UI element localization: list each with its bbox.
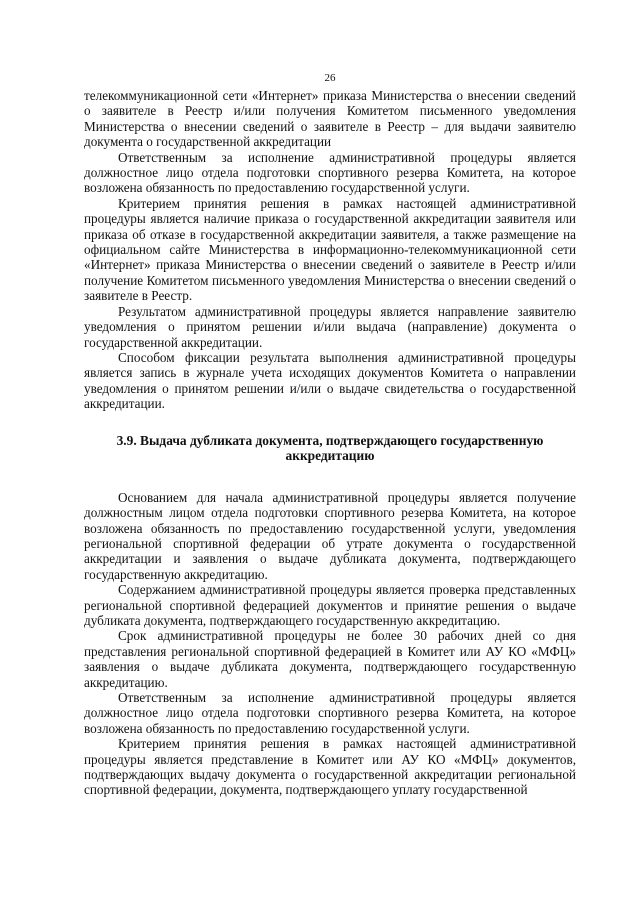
paragraph: Критерием принятия решения в рамках настоящей административной процедуры является представление в Комитет или АУ КО «МФЦ» документов, подтверждающих выдачу документа о государственной аккредитации региональной спортивной федерации, документа, подтверждающего уплату государственной	[84, 736, 576, 798]
paragraph: Критерием принятия решения в рамках настоящей административной процедуры является наличие приказа о государственной аккредитации заявителя или приказа об отказе в государственной аккредитации заявителя, а также размещение на официальном сайте Министерства в информационно-телекоммуникационной сети «Интернет» приказа Министерства о внесении сведений о заявителе в Реестр и/или получение Комитетом письменного уведомления Министерства о внесении сведений о заявителе в Реестр.	[84, 195, 576, 304]
paragraph: Результатом административной процедуры является направление заявителю уведомления о принятом решении и/или выдача (направление) документа о государственной аккредитации.	[84, 303, 576, 350]
paragraph: Способом фиксации результата выполнения административной процедуры является запись в журнале учета исходящих документов Комитета о направлении уведомления о принятом решении и/или о выдаче свидетельства о государственной аккредитации.	[84, 349, 576, 412]
page-number: 26	[324, 72, 336, 84]
paragraph: Ответственным за исполнение административной процедуры является должностное лицо отдела подготовки спортивного резерва Комитета, на которое возложена обязанность по предоставлению государственной услуги.	[84, 149, 576, 196]
paragraph: Основанием для начала административной процедуры является получение должностным лицом отдела подготовки спортивного резерва Комитета, на которое возложена обязанность по предоставлению государственной услуги, уведомления региональной спортивной федерации об утрате документа о государственной аккредитации и заявления о выдаче дубликата документа, подтверждающего государственную аккредитацию.	[84, 489, 576, 582]
section-heading-line: аккредитацию	[285, 448, 375, 464]
section-heading-line: 3.9. Выдача дубликата документа, подтверждающего государственную	[116, 432, 544, 448]
paragraph: телекоммуникационной сети «Интернет» приказа Министерства о внесении сведений о заявителе в Реестр и/или получения Комитетом письменного уведомления Министерства о внесении сведений о заявителе в Реестр – для выдачи заявителю документа о государственной аккредитации	[84, 88, 576, 150]
document-page	[84, 0, 576, 905]
page-content	[84, 88, 576, 798]
section-heading	[84, 433, 576, 464]
paragraph: Содержанием административной процедуры является проверка представленных региональной спортивной федерацией документов и принятие решения о выдаче дубликата документа, подтверждающего государственную аккредитацию.	[84, 582, 576, 628]
paragraph: Ответственным за исполнение административной процедуры является должностное лицо отдела подготовки спортивного резерва Комитета, на которое возложена обязанность по предоставлению государственной услуги.	[84, 690, 576, 736]
paragraph: Срок административной процедуры не более 30 рабочих дней со дня представления региональной спортивной федерацией в Комитет или АУ КО «МФЦ» заявления о выдаче дубликата документа, подтверждающего государственную аккредитацию.	[84, 628, 576, 690]
